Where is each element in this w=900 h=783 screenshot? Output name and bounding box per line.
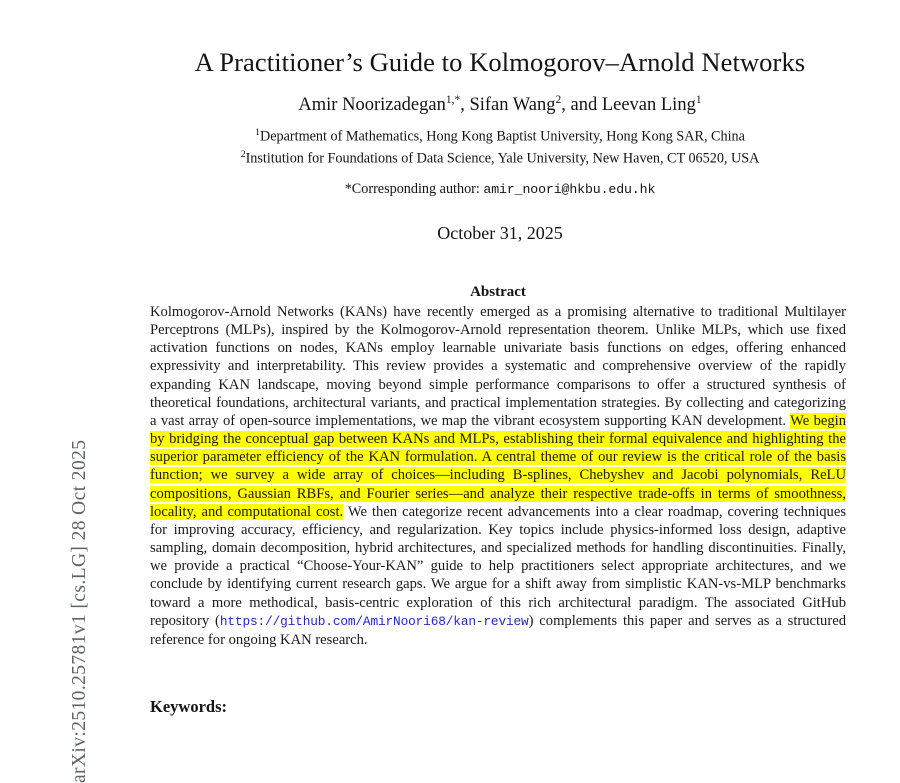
next-section-heading: Keywords: <box>150 697 227 716</box>
abstract-body <box>150 303 846 649</box>
author-3-affiliation-marker: 1 <box>695 94 702 106</box>
affiliation-1 <box>110 124 890 146</box>
page-title: A Practitioner’s Guide to Kolmogorov–Arnold Networks <box>194 46 806 77</box>
abstract-paragraph-part-1: Kolmogorov-Arnold Networks (KANs) have recently emerged as a promising alternative to traditional Multilayer Perceptrons (MLPs), inspired by the Kolmogorov-Arnold representation theorem. Unlike MLPs, which use fixed activation functions on nodes, KANs employ learnable univariate basis functions on edges, offering enhanced expressivity and interpretability. This review provides a systematic and comprehensive overview of the rapidly expanding KAN landscape, moving beyond simple performance comparisons to offer a structured synthesis of theoretical foundations, architectural variants, and practical implementation strategies. By collecting and categorizing a vast array of open-source implementations, we map the vibrant ecosystem supporting KAN development. <box>150 304 846 429</box>
corresponding-author-email: amir_noori@hkbu.edu.hk <box>483 182 656 197</box>
affiliation-1-text: Department of Mathematics, Hong Kong Baptist University, Hong Kong SAR, China <box>260 128 745 145</box>
github-repository-link[interactable]: https://github.com/AmirNoori68/kan-review <box>219 613 529 629</box>
arxiv-identifier-text: arXiv:2510.25781v1 [cs.LG] 28 Oct 2025 <box>69 439 90 783</box>
affiliation-2 <box>110 146 890 168</box>
corresponding-author-line <box>110 180 890 199</box>
publication-date: October 31, 2025 <box>437 223 563 243</box>
author-name-1: Amir Noorizadegan <box>298 95 446 116</box>
abstract-paragraph-part-2: We then categorize recent advancements into a clear roadmap, covering techniques for improving accuracy, efficiency, and regularization. Key topics include physics-informed loss design, adaptive sampling, domain decomposition, hybrid architectures, and specialized methods for handling discontinuities. Finally, we provide a practical “Choose-Your-KAN” guide to help practitioners select appropriate architectures, and we conclude by identifying current research gaps. We argue for a shift away from simplistic KAN-vs-MLP benchmarks toward a more methodical, basis-centric exploration of this rich architectural paradigm. The associated GitHub repository ( <box>150 503 846 629</box>
author-separator-1: , Sifan Wang <box>460 95 556 116</box>
abstract-heading: Abstract <box>470 284 526 300</box>
abstract-highlighted-text: We begin by bridging the conceptual gap between KANs and MLPs, establishing their formal equivalence and highlighting the superior parameter efficiency of the KAN formulation. A central theme of our review is the critical role of the basis function; we survey a wide array of choices—including B-splines, Chebyshev and Jacobi polynomials, ReLU compositions, Gaussian RBFs, and Fourier series—and analyze their respective trade-offs in terms of smoothness, locality, and computational cost. <box>150 412 846 520</box>
author-separator-2: , and Leevan Ling <box>561 95 696 116</box>
affiliation-1-marker: 1 <box>255 127 260 138</box>
corresponding-author-label: *Corresponding author: <box>344 181 484 197</box>
affiliation-2-marker: 2 <box>240 149 246 160</box>
abstract-paragraph-part-3: ) complements this paper and serves as a structured reference for ongoing KAN research. <box>150 612 846 648</box>
author-2-affiliation-marker: 2 <box>555 94 562 106</box>
affiliation-2-text: Institution for Foundations of Data Science, Yale University, New Haven, CT 06520, USA <box>245 150 760 167</box>
author-list <box>110 88 890 117</box>
author-1-affiliation-marker: 1,* <box>445 94 461 106</box>
